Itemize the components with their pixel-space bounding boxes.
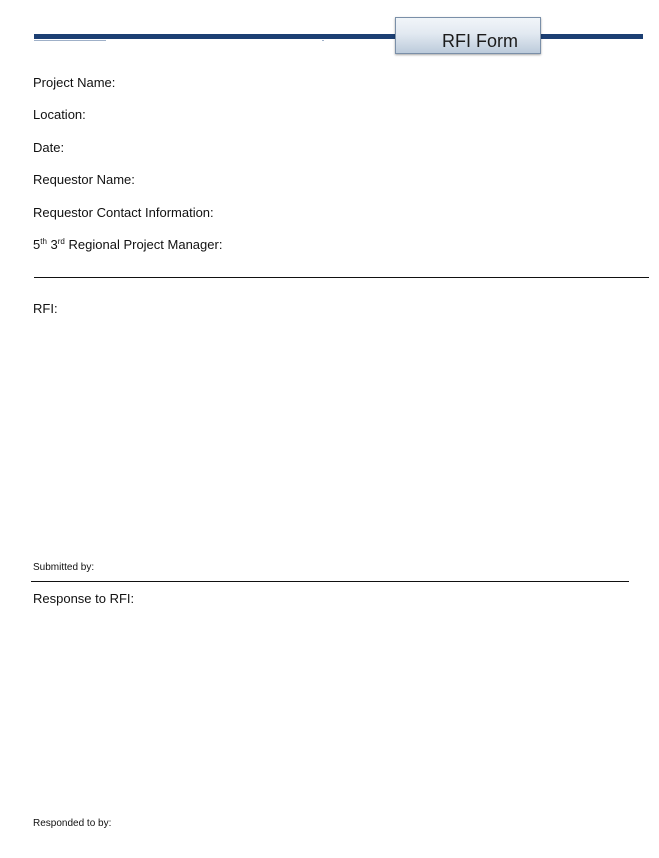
rfi-body-area[interactable] [33, 320, 633, 555]
date-label: Date: [33, 140, 65, 155]
submitted-by-label: Submitted by: [33, 562, 95, 573]
manager-ordinal-1: th [40, 237, 47, 246]
header-band-underline [34, 40, 106, 41]
manager-number-1: 5 [33, 237, 41, 252]
manager-label-text: Regional Project Manager: [68, 237, 223, 252]
project-name-label: Project Name: [33, 75, 116, 90]
location-label: Location: [33, 107, 86, 122]
response-body-area[interactable] [33, 612, 633, 812]
response-divider [31, 581, 629, 582]
section-divider [34, 277, 649, 278]
title-box [395, 17, 541, 54]
header-band [34, 34, 643, 39]
manager-ordinal-2: rd [57, 237, 65, 246]
requestor-name-label: Requestor Name: [33, 172, 135, 187]
responded-by-label: Responded to by: [33, 818, 112, 829]
header-band-underline [322, 40, 324, 41]
manager-number-2: 3 [50, 237, 58, 252]
response-label: Response to RFI: [33, 591, 135, 606]
rfi-label: RFI: [33, 301, 58, 316]
regional-manager-label [33, 237, 222, 253]
form-title: RFI Form [442, 31, 518, 51]
requestor-contact-label: Requestor Contact Information: [33, 205, 214, 220]
